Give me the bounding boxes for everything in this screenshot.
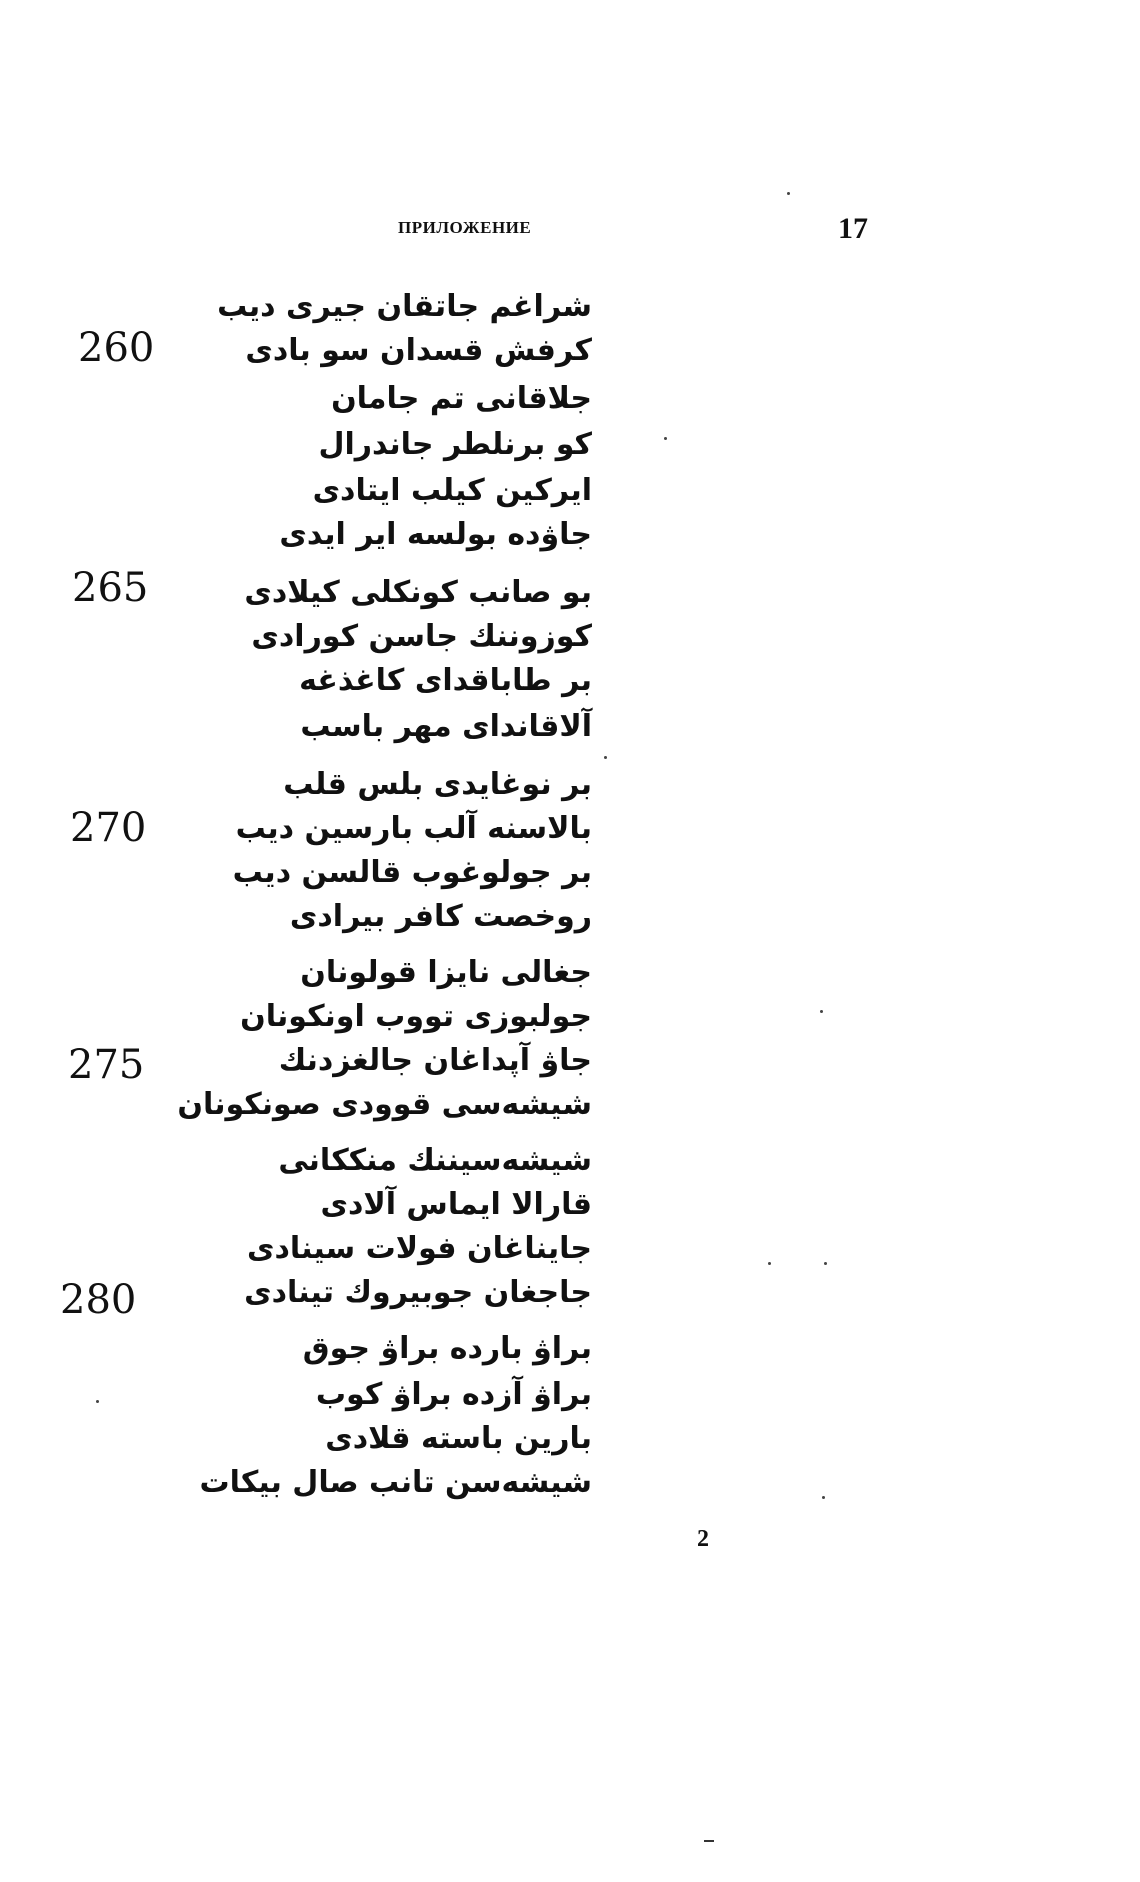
scan-speck xyxy=(604,756,607,759)
verse-line: كوزوننك جاسن كورادی xyxy=(251,619,592,654)
verse-line: جاۋده بولسه ایر ایدی xyxy=(279,517,592,552)
verse-line: روخصت كافر بیرادی xyxy=(289,899,592,934)
verse-line: شیشەسن تانب صال بیكات xyxy=(199,1465,592,1500)
verse-line: بو صانب كونكلی كيلادی xyxy=(244,575,592,610)
line-number: 275 xyxy=(68,1042,145,1088)
verse-line: جلاقانی تم جامان xyxy=(331,381,592,416)
running-title: ПРИЛОЖЕНИЕ xyxy=(398,218,532,237)
verse-line: براۋ آزده براۋ كوب xyxy=(315,1377,592,1412)
scan-speck xyxy=(787,192,790,195)
verse-line: بالاسنه آلب بارسین دیب xyxy=(235,811,592,846)
line-number: 260 xyxy=(78,325,155,371)
verse-line: جولبوزی تووب اونکونان xyxy=(240,999,592,1034)
verse-line: بر نوغایدی بلس قلب xyxy=(283,767,592,802)
verse-line: براۋ بارده براۋ جوق xyxy=(302,1331,592,1366)
line-number: 265 xyxy=(72,565,149,611)
verse-line: بر جولوغوب قالسن دیب xyxy=(232,855,592,890)
verse-line: شیشەسیننك منککانی xyxy=(278,1143,592,1178)
verse-line: بر طاباقدای کاغذغه xyxy=(299,663,592,698)
verse-line: شیشەسی قوودی صونكونان xyxy=(177,1087,592,1122)
verse-line: كرفش قسدان سو بادی xyxy=(245,333,592,368)
line-number: 280 xyxy=(60,1277,137,1323)
verse-line: ایرکین کیلب ایتادی xyxy=(312,473,592,508)
scan-speck xyxy=(664,437,667,440)
scan-speck xyxy=(96,1400,99,1403)
page-number: 17 xyxy=(838,212,868,245)
scan-dash xyxy=(704,1840,714,1842)
scan-speck xyxy=(820,1010,823,1013)
verse-line: بارین باسته قلادی xyxy=(325,1421,592,1456)
verse-line: جاجغان جوبیروك تینادی xyxy=(244,1275,592,1310)
line-number: 270 xyxy=(70,805,147,851)
scan-speck xyxy=(768,1262,771,1265)
scan-speck xyxy=(822,1496,825,1499)
verse-line: قارالا ایماس آلادی xyxy=(320,1187,592,1222)
scan-speck xyxy=(824,1262,827,1265)
verse-line: كو برنلطر جاندرال xyxy=(318,427,592,462)
verse-line: جاۋ آپداغان جالغزدنك xyxy=(278,1043,592,1078)
verse-line: جایناغان فولات سینادی xyxy=(247,1231,592,1266)
verse-line: جغالی نایزا قولونان xyxy=(300,955,592,990)
verse-line: آلاقاندای مهر باسب xyxy=(300,709,592,744)
verse-line: شراغم جاتقان جيری ديب xyxy=(217,289,592,324)
signature-mark: 2 xyxy=(697,1526,709,1552)
